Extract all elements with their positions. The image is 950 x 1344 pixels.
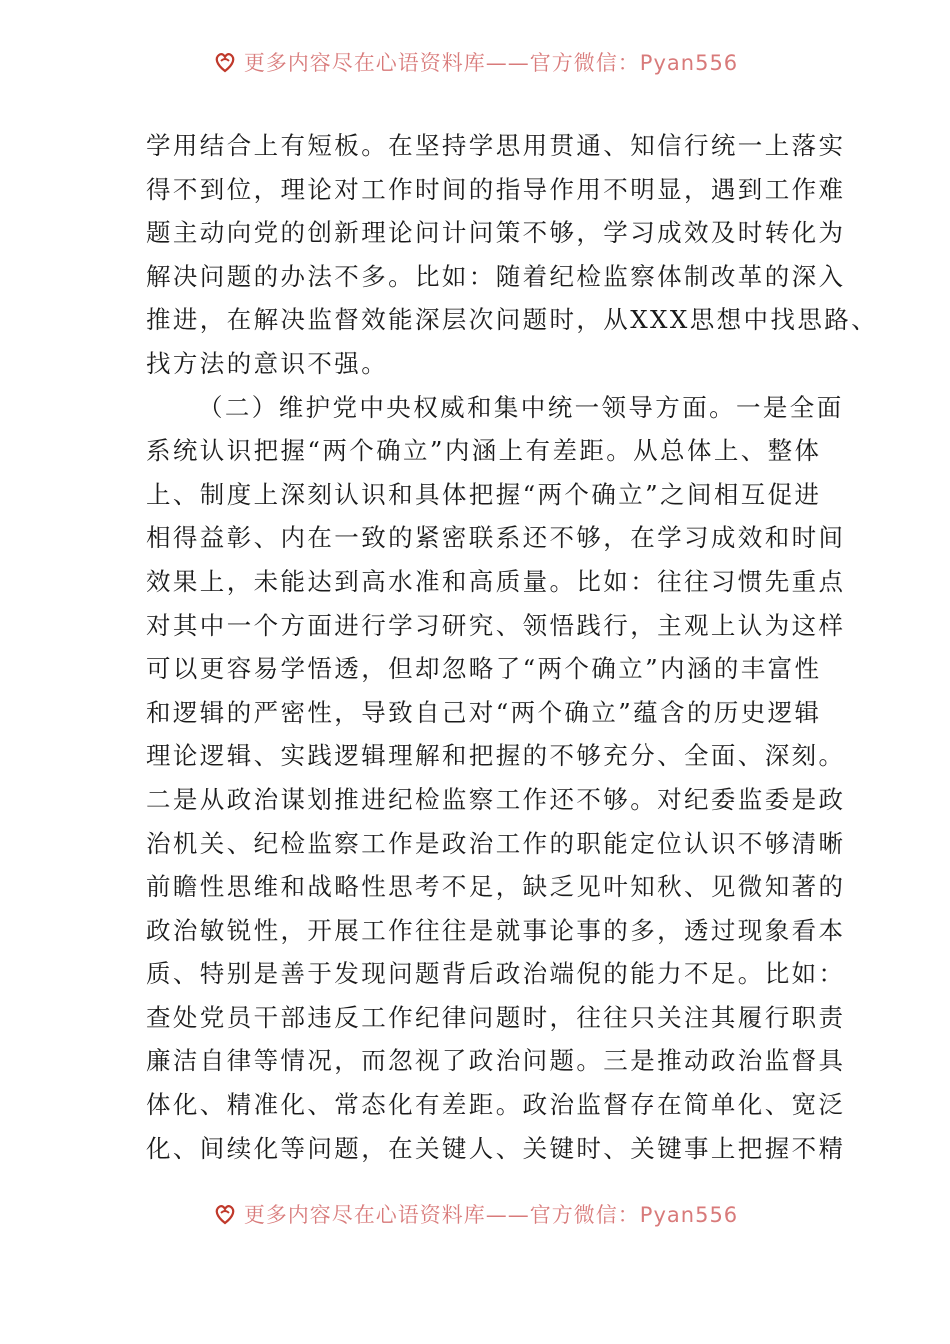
body-line: 系统认识把握“两个确立”内涵上有差距。从总体上、整体 [146, 436, 822, 466]
body-line: 查处党员干部违反工作纪律问题时，往往只关注其履行职责 [146, 1002, 846, 1032]
body-line: 对其中一个方面进行学习研究、领悟践行，主观上认为这样 [146, 610, 846, 640]
body-line: 和逻辑的严密性，导致自己对“两个确立”蕴含的历史逻辑 [146, 697, 822, 727]
body-line: 体化、精准化、常态化有差距。政治监督存在简单化、宽泛 [146, 1090, 846, 1120]
body-line: 廉洁自律等情况，而忽视了政治问题。三是推动政治监督具 [146, 1046, 846, 1076]
body-line: 推进，在解决监督效能深层次问题时，从XXX思想中找思路、 [146, 305, 879, 335]
body-line: 化、间续化等问题，在关键人、关键时、关键事上把握不精 [146, 1133, 846, 1163]
body-line: 效果上，未能达到高水准和高质量。比如：往往习惯先重点 [146, 566, 846, 596]
body-line: 题主动向党的创新理论问计问策不够，学习成效及时转化为 [146, 218, 846, 248]
body-line: 找方法的意识不强。 [146, 348, 389, 378]
document-body [146, 124, 879, 1170]
body-line: 上、制度上深刻认识和具体把握“两个确立”之间相互促进 [146, 479, 822, 509]
body-line: 质、特别是善于发现问题背后政治端倪的能力不足。比如： [146, 959, 846, 989]
footer-watermark [0, 1204, 950, 1244]
body-line: 政治敏锐性，开展工作往往是就事论事的多，透过现象看本 [146, 915, 846, 945]
body-line: 得不到位，理论对工作时间的指导作用不明显，遇到工作难 [146, 174, 846, 204]
watermark-text: 更多内容尽在心语资料库——官方微信：Pyan556 [243, 52, 739, 75]
watermark-text: 更多内容尽在心语资料库——官方微信：Pyan556 [243, 1204, 739, 1227]
body-line: 可以更容易学悟透，但却忽略了“两个确立”内涵的丰富性 [146, 654, 822, 684]
body-line: 解决问题的办法不多。比如：随着纪检监察体制改革的深入 [146, 261, 846, 291]
body-line: 前瞻性思维和战略性思考不足，缺乏见叶知秋、见微知著的 [146, 872, 846, 902]
body-line: 相得益彰、内在一致的紧密联系还不够，在学习成效和时间 [146, 523, 846, 553]
section-heading-line: （二）维护党中央权威和集中统一领导方面。一是全面 [198, 392, 844, 422]
heart-swirl-logo-icon [212, 1204, 238, 1227]
body-line: 治机关、纪检监察工作是政治工作的职能定位认识不够清晰 [146, 828, 846, 858]
body-line: 二是从政治谋划推进纪检监察工作还不够。对纪委监委是政 [146, 784, 846, 814]
body-line: 理论逻辑、实践逻辑理解和把握的不够充分、全面、深刻。 [146, 741, 846, 771]
header-watermark [0, 52, 950, 92]
body-line: 学用结合上有短板。在坚持学思用贯通、知信行统一上落实 [146, 131, 846, 160]
heart-swirl-logo-icon [212, 52, 238, 75]
